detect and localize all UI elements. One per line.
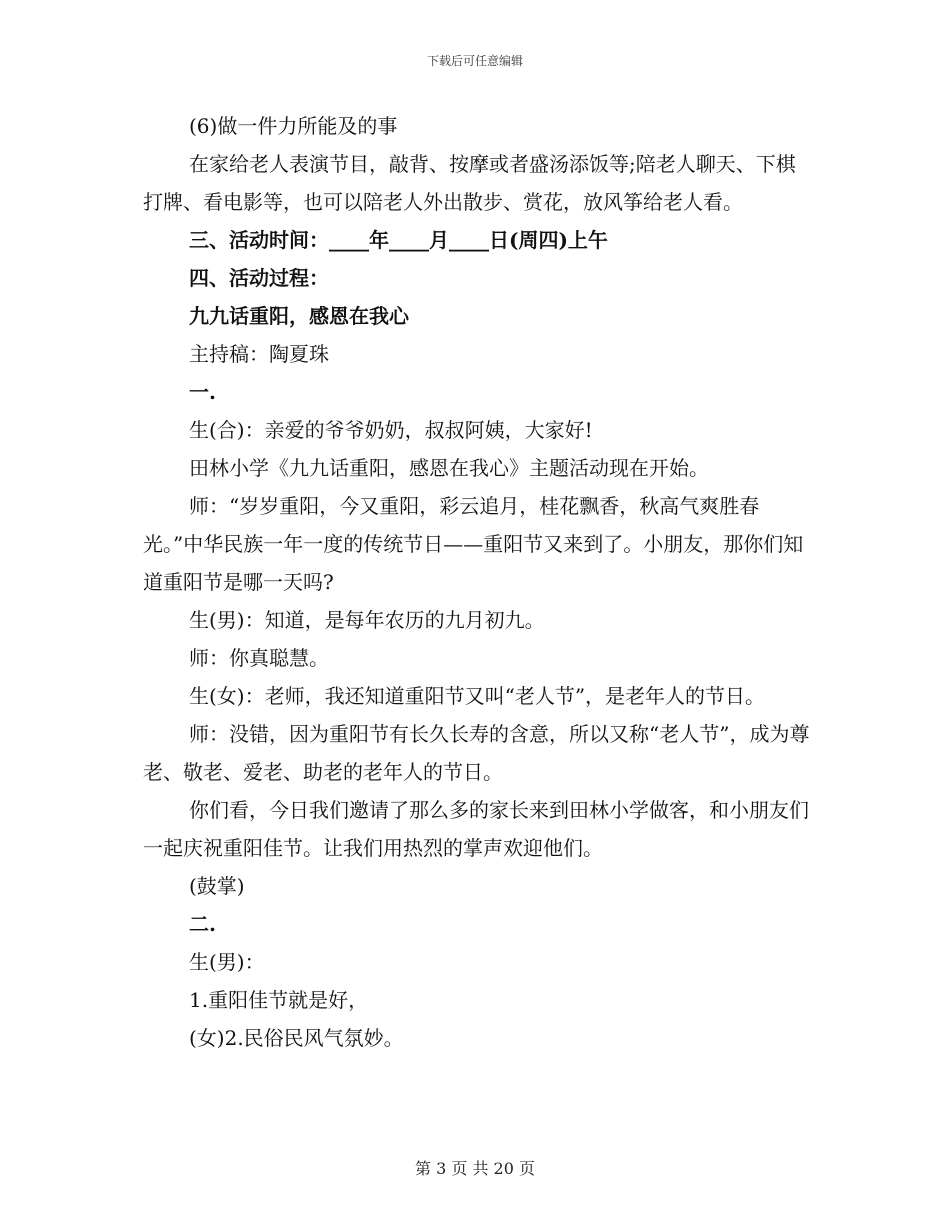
paragraph: 主持稿：陶夏珠 (189, 342, 329, 366)
paragraph: 在家给老人表演节目，敲背、按摩或者盛汤添饭等;陪老人聊天、下棋打牌、看电影等，也可以陪老人外出散步、赏花，放风筝给老人看。 (143, 152, 796, 214)
paragraph: 生(男)： (189, 950, 265, 974)
paragraph: (鼓掌) (189, 874, 245, 898)
page-number: 第 3 页 共 20 页 (415, 1159, 535, 1178)
part-number: 二. (189, 912, 216, 936)
paragraph: 师：“岁岁重阳，今又重阳，彩云追月，桂花飘香，秋高气爽胜春光。”中华民族一年一度的传统节日——重阳节又来到了。小朋友，那你们知道重阳节是哪一天吗? (143, 494, 804, 594)
paragraph: (6)做一件力所能及的事 (189, 114, 398, 138)
paragraph: 生(合)：亲爱的爷爷奶奶，叔叔阿姨，大家好! (189, 418, 593, 442)
part-number: 一. (189, 380, 216, 404)
paragraph: 田林小学《九九话重阳，感恩在我心》主题活动现在开始。 (189, 456, 709, 480)
paragraph: 师：你真聪慧。 (189, 646, 329, 670)
paragraph: 你们看，今日我们邀请了那么多的家长来到田林小学做客，和小朋友们一起庆祝重阳佳节。让我们用热烈的掌声欢迎他们。 (143, 798, 809, 860)
paragraph: 师：没错，因为重阳节有长久长寿的含意，所以又称“老人节”，成为尊老、敬老、爱老、助老的老年人的节日。 (143, 722, 810, 784)
header-note: 下载后可任意编辑 (426, 54, 523, 68)
section-heading: 三、活动时间：____年____月____日(周四)上午 (189, 228, 608, 252)
paragraph: 生(女)：老师，我还知道重阳节又叫“老人节”，是老年人的节日。 (189, 684, 766, 708)
paragraph: 1.重阳佳节就是好， (189, 988, 369, 1012)
document-body (143, 107, 811, 1057)
section-heading: 四、活动过程： (189, 266, 329, 290)
paragraph: (女)2.民俗民风气氛妙。 (189, 1026, 404, 1050)
paragraph: 生(男)：知道，是每年农历的九月初九。 (189, 608, 545, 632)
activity-title: 九九话重阳，感恩在我心 (189, 304, 409, 328)
